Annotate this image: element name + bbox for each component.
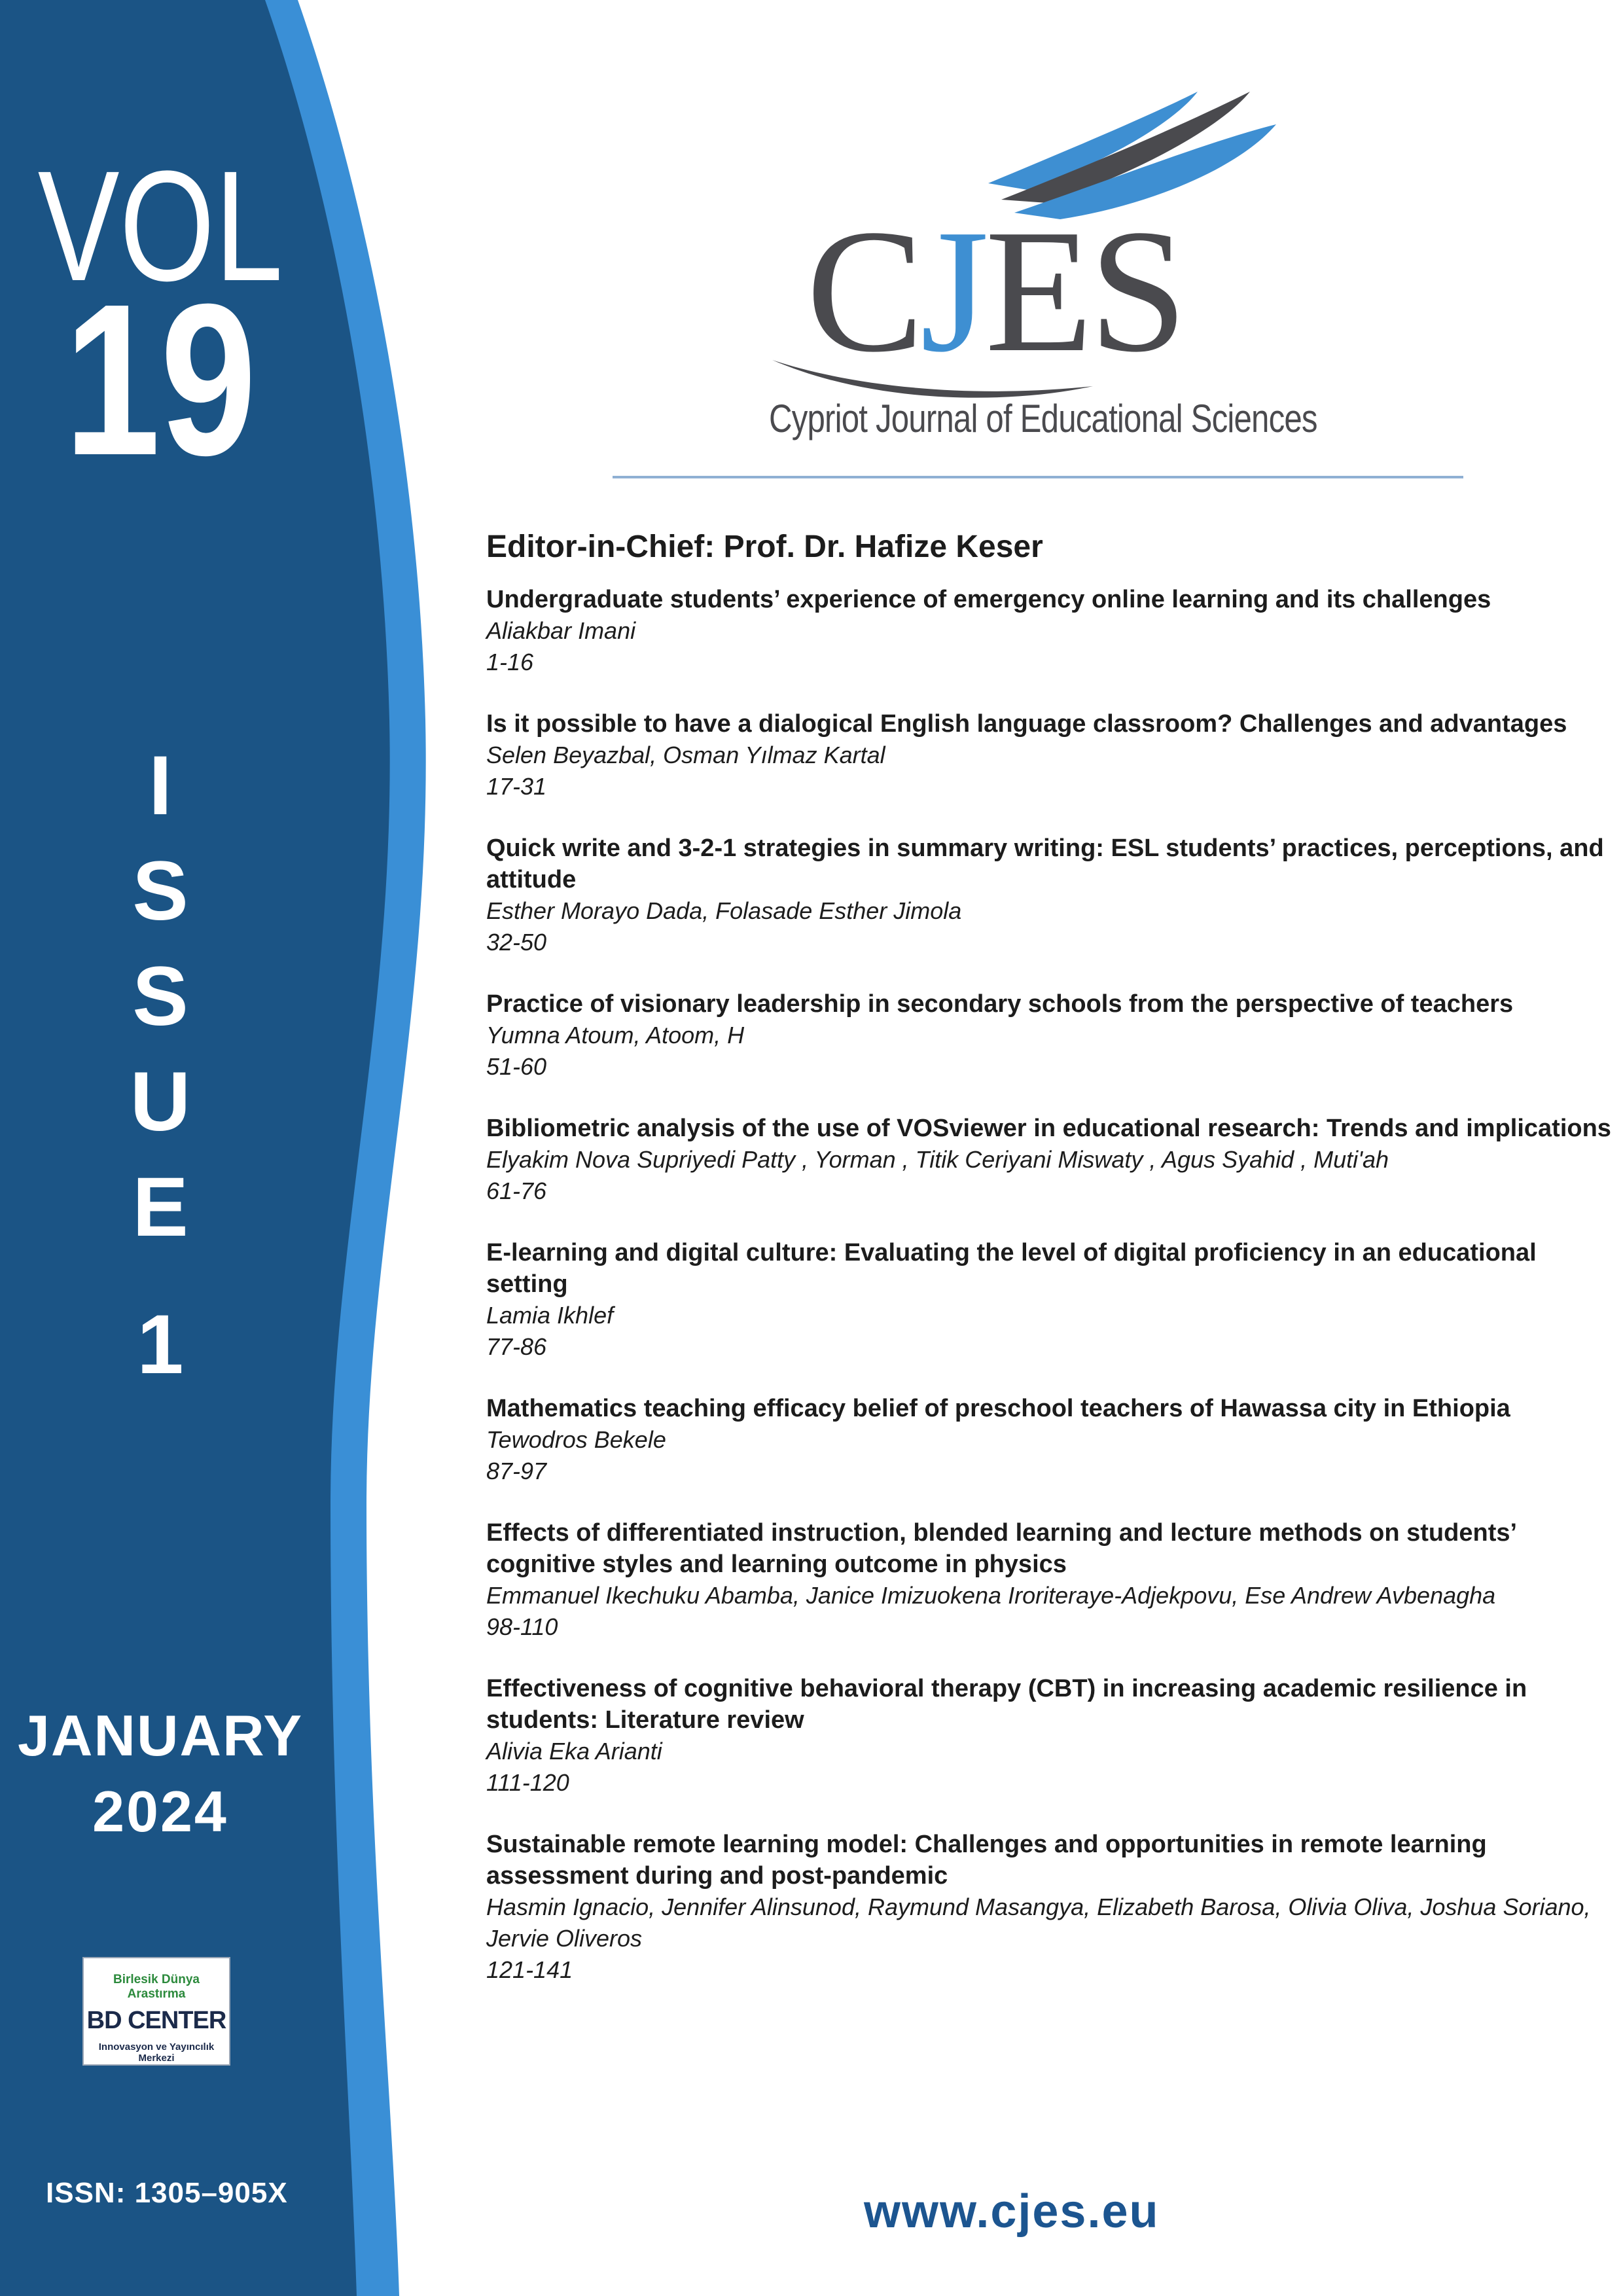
editor-in-chief: Editor-in-Chief: Prof. Dr. Hafize Keser <box>486 529 1043 564</box>
article-authors: Elyakim Nova Supriyedi Patty , Yorman , Titik Ceriyani Miswaty , Agus Syahid , Muti'ah <box>486 1146 1389 1173</box>
volume-number: 19 <box>64 259 257 500</box>
journal-name: Cypriot Journal of Educational Sciences <box>769 397 1317 440</box>
publisher-logo-main-text: BD CENTER <box>86 2007 226 2034</box>
article-pages: 77-86 <box>486 1333 547 1360</box>
article-entry <box>486 1237 1612 1363</box>
publisher-logo-sub-text: Innovasyon ve Yayıncılık Merkezi <box>98 2041 215 2064</box>
article-title: Practice of visionary leadership in secondary schools from the perspective of teachers <box>486 990 1514 1018</box>
article-pages: 87-97 <box>486 1458 547 1484</box>
article-authors: Aliakbar Imani <box>486 617 636 644</box>
issue-letter: S <box>132 950 188 1043</box>
article-entry <box>486 708 1612 802</box>
article-pages: 98-110 <box>486 1613 558 1640</box>
article-entry <box>486 1517 1612 1643</box>
article-pages: 111-120 <box>486 1769 569 1796</box>
article-entry <box>486 584 1612 678</box>
article-title: Mathematics teaching efficacy belief of preschool teachers of Hawassa city in Ethiopia <box>486 1395 1510 1422</box>
article-pages: 32-50 <box>486 929 547 956</box>
header-divider <box>613 476 1463 478</box>
issue-letter: I <box>149 739 172 833</box>
article-authors: Yumna Atoum, Atoom, H <box>486 1022 745 1049</box>
article-authors: Hasmin Ignacio, Jennifer Alinsunod, Raymund Masangya, Elizabeth Barosa, Olivia Oliva, Joshua Soriano, Jervie Oliveros <box>486 1893 1591 1952</box>
issue-month: JANUARY <box>17 1703 304 1768</box>
publisher-logo <box>82 1957 230 2066</box>
article-pages: 61-76 <box>486 1177 547 1204</box>
article-title: Effects of differentiated instruction, blended learning and lecture methods on students’ cognitive styles and learning outcome in physics <box>486 1519 1516 1578</box>
volume-label: VOL <box>37 138 283 314</box>
issue-label <box>0 733 321 1260</box>
article-title: Effectiveness of cognitive behavioral therapy (CBT) in increasing academic resilience in students: Literature review <box>486 1675 1527 1734</box>
article-title: E-learning and digital culture: Evaluating the level of digital proficiency in an educational setting <box>486 1239 1537 1298</box>
article-title: Quick write and 3-2-1 strategies in summary writing: ESL students’ practices, perceptions, and attitude <box>486 834 1604 893</box>
article-authors: Alivia Eka Arianti <box>486 1738 662 1765</box>
article-authors: Emmanuel Ikechuku Abamba, Janice Imizuokena Iroriteraye-Adjekpovu, Ese Andrew Avbenagha <box>486 1582 1496 1609</box>
article-pages: 51-60 <box>486 1053 547 1080</box>
issue-letter: S <box>132 844 188 938</box>
article-authors: Tewodros Bekele <box>486 1426 666 1453</box>
article-pages: 1-16 <box>486 649 534 675</box>
article-entry <box>486 1673 1612 1799</box>
issue-number: 1 <box>137 1298 184 1391</box>
article-title: Is it possible to have a dialogical English language classroom? Challenges and advantages <box>486 710 1567 738</box>
article-title: Sustainable remote learning model: Challenges and opportunities in remote learning assessment during and post-pandemic <box>486 1831 1487 1890</box>
issue-year: 2024 <box>92 1779 228 1844</box>
article-pages: 17-31 <box>486 773 547 800</box>
journal-logo-letters: CJES <box>806 193 1184 389</box>
journal-logo-j: J <box>920 193 986 389</box>
article-title: Undergraduate students’ experience of emergency online learning and its challenges <box>486 586 1491 613</box>
article-authors: Lamia Ikhlef <box>486 1302 614 1329</box>
journal-logo <box>806 193 1184 389</box>
article-entry <box>486 833 1612 958</box>
article-entry <box>486 1393 1612 1487</box>
issue-letter: U <box>130 1055 191 1149</box>
article-authors: Selen Beyazbal, Osman Yılmaz Kartal <box>486 742 885 768</box>
article-entry <box>486 988 1612 1083</box>
website-link[interactable]: www.cjes.eu <box>864 2185 1160 2238</box>
article-entry <box>486 1113 1612 1207</box>
table-of-contents <box>486 524 1612 2016</box>
issue-letter: E <box>132 1160 188 1254</box>
article-pages: 121-141 <box>486 1956 573 1983</box>
article-entry <box>486 1829 1612 1986</box>
article-list <box>486 584 1612 1986</box>
article-title: Bibliometric analysis of the use of VOSviewer in educational research: Trends and implications <box>486 1115 1611 1142</box>
issn: ISSN: 1305–905X <box>46 2177 288 2209</box>
article-authors: Esther Morayo Dada, Folasade Esther Jimola <box>486 897 962 924</box>
publisher-logo-top-text: Birlesik Dünya Arastırma <box>113 1973 200 2001</box>
